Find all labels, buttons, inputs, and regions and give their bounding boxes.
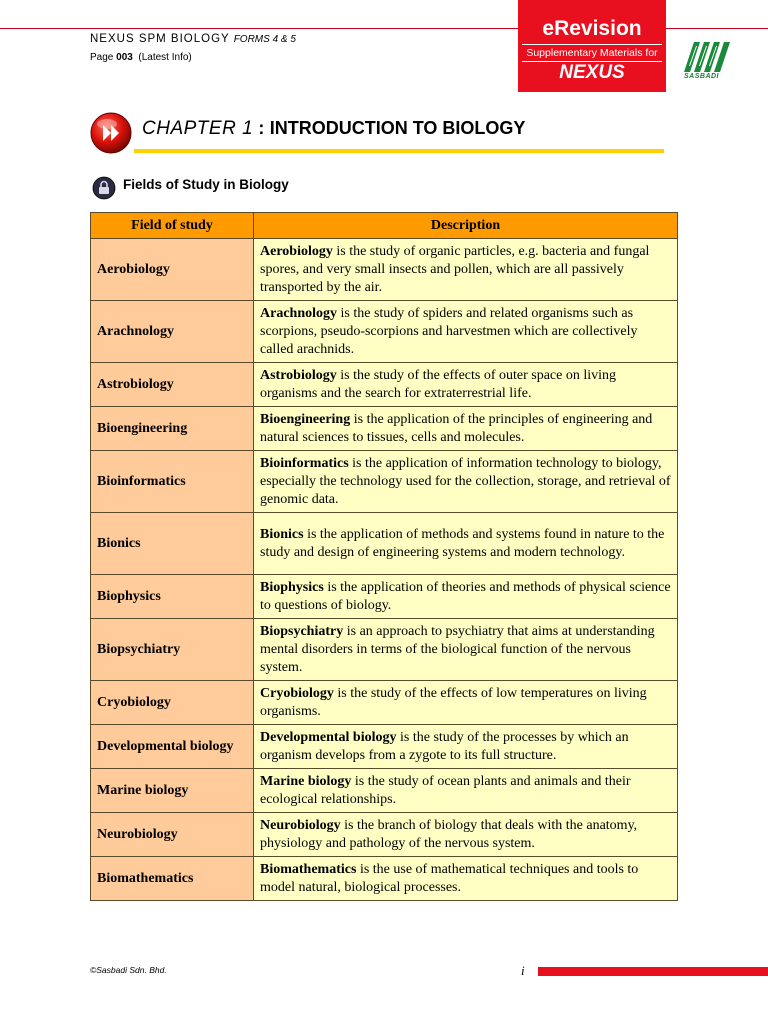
description-cell (254, 619, 678, 681)
table-row (91, 407, 678, 451)
description-cell (254, 857, 678, 901)
description-cell (254, 239, 678, 301)
chapter-separator: : (258, 118, 265, 138)
table-row (91, 769, 678, 813)
definition: is the use of mathematical techniques and tools to model natural, biological processes. (260, 861, 639, 895)
definition: is the application of theories and methods of physical science to questions of biology. (260, 579, 671, 613)
table-row (91, 239, 678, 301)
table-row (91, 619, 678, 681)
fields-table (90, 212, 678, 901)
term: Neurobiology (260, 817, 341, 833)
footer-bar (538, 967, 768, 976)
padlock-icon (92, 176, 116, 200)
term: Arachnology (260, 305, 337, 321)
term: Bioengineering (260, 411, 351, 427)
chapter-underline (134, 149, 664, 153)
section-title: Fields of Study in Biology (123, 177, 289, 192)
definition: is the study of the effects of low temperatures on living organisms. (260, 685, 647, 719)
table-row (91, 681, 678, 725)
field-cell: Developmental biology (91, 725, 254, 769)
field-cell: Bioinformatics (91, 451, 254, 513)
description-cell (254, 769, 678, 813)
term: Aerobiology (260, 243, 333, 259)
definition: is the application of the principles of engineering and natural sciences to tissues, cells and molecules. (260, 411, 653, 445)
description-cell (254, 681, 678, 725)
table-row (91, 857, 678, 901)
chapter-heading (142, 118, 525, 140)
book-title (90, 33, 296, 45)
erevision-brand: NEXUS (559, 62, 625, 83)
term: Biomathematics (260, 861, 357, 877)
definition: is the application of methods and systems found in nature to the study and design of engineering systems and modern technology. (260, 526, 665, 560)
header-field: Field of study (91, 213, 254, 239)
definition: is the branch of biology that deals with the anatomy, physiology and pathology of the nervous system. (260, 817, 638, 851)
page-prefix: Page (90, 52, 114, 63)
field-cell: Biomathematics (91, 857, 254, 901)
header-description: Description (254, 213, 678, 239)
book-forms: FORMS 4 & 5 (233, 34, 296, 45)
description-cell (254, 813, 678, 857)
erevision-title: eRevision (542, 17, 642, 40)
field-cell: Astrobiology (91, 363, 254, 407)
field-cell: Biophysics (91, 575, 254, 619)
erevision-banner (518, 0, 666, 92)
publisher-logo-text: SASBADI (684, 73, 720, 80)
footer-copyright: ©Sasbadi Sdn. Bhd. (90, 965, 167, 975)
field-cell: Arachnology (91, 301, 254, 363)
definition: is the study of the effects of outer space on living organisms and the search for extraterrestrial life. (260, 367, 617, 401)
table-header-row (91, 213, 678, 239)
term: Biophysics (260, 579, 324, 595)
table-row (91, 301, 678, 363)
table-row (91, 725, 678, 769)
term: Astrobiology (260, 367, 337, 383)
field-cell: Neurobiology (91, 813, 254, 857)
page-info (90, 52, 192, 63)
definition: is the study of the processes by which an organism develops from a zygote to its full structure. (260, 729, 629, 763)
table-row (91, 513, 678, 575)
description-cell (254, 301, 678, 363)
description-cell (254, 363, 678, 407)
erevision-subtitle: Supplementary Materials for (522, 44, 662, 62)
field-cell: Aerobiology (91, 239, 254, 301)
field-cell: Bionics (91, 513, 254, 575)
table-row (91, 451, 678, 513)
chapter-title: INTRODUCTION TO BIOLOGY (269, 118, 526, 138)
red-fast-forward-icon (90, 112, 132, 154)
term: Cryobiology (260, 685, 334, 701)
definition: is the study of spiders and related organisms such as scorpions, pseudo-scorpions and harvestmen which are collectively called arachnids. (260, 305, 638, 357)
field-cell: Cryobiology (91, 681, 254, 725)
table-row (91, 363, 678, 407)
description-cell (254, 725, 678, 769)
page-note: (Latest Info) (138, 52, 192, 63)
field-cell: Bioengineering (91, 407, 254, 451)
table-row (91, 813, 678, 857)
book-title-text: NEXUS SPM BIOLOGY (90, 33, 230, 45)
term: Developmental biology (260, 729, 397, 745)
term: Marine biology (260, 773, 352, 789)
definition: is an approach to psychiatry that aims at understanding mental disorders in terms of the biological function of the nervous system. (260, 623, 655, 675)
field-cell: Biopsychiatry (91, 619, 254, 681)
definition: is the study of ocean plants and animals and their ecological relationships. (260, 773, 631, 807)
table-row (91, 575, 678, 619)
description-cell (254, 575, 678, 619)
chapter-label: CHAPTER 1 (142, 118, 254, 139)
term: Bionics (260, 526, 304, 542)
definition: is the application of information technology to biology, especially the technology used for the collection, storage, and retrieval of genomic data. (260, 455, 671, 507)
description-cell (254, 407, 678, 451)
term: Bioinformatics (260, 455, 349, 471)
field-cell: Marine biology (91, 769, 254, 813)
description-cell (254, 451, 678, 513)
page-number: 003 (116, 52, 133, 63)
definition: is the study of organic particles, e.g. bacteria and fungal spores, and very small insects and pollen, which are all passively transported by the air. (260, 243, 650, 295)
footer-page-number: i (521, 963, 525, 978)
description-cell (254, 513, 678, 575)
term: Biopsychiatry (260, 623, 344, 639)
